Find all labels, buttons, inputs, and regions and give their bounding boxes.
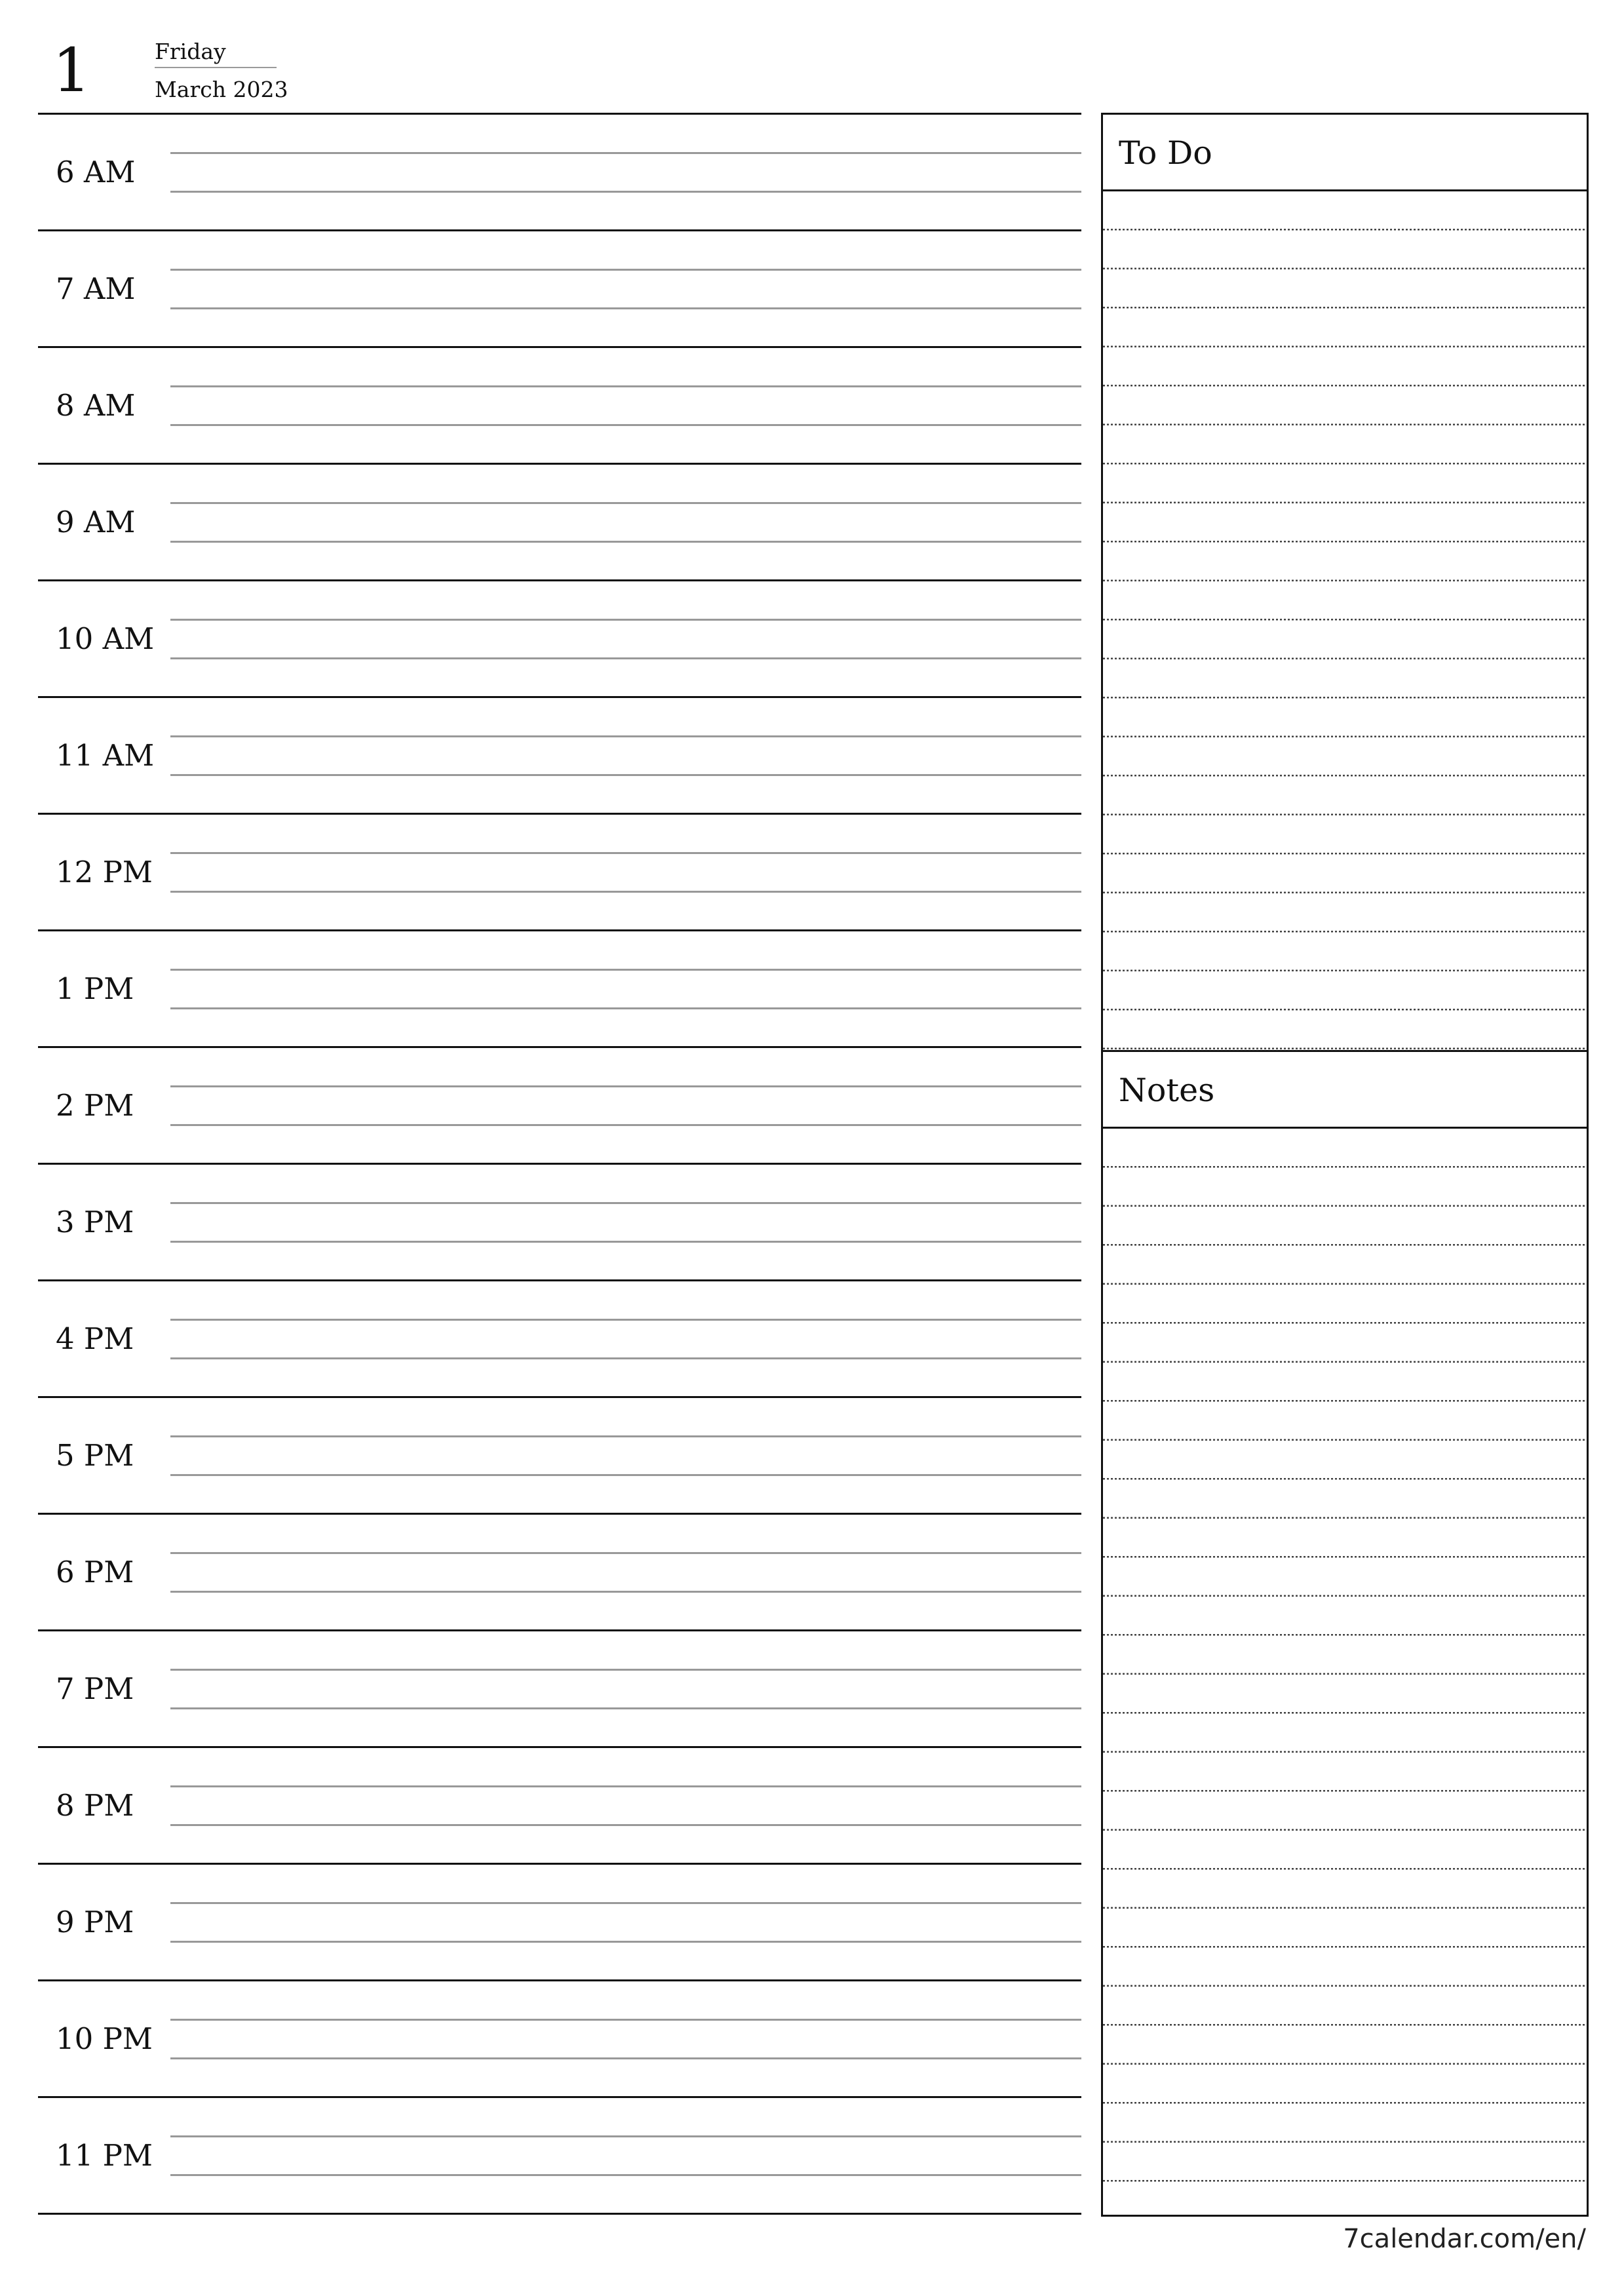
hour-writing-line[interactable] xyxy=(170,1669,1081,1671)
hour-row xyxy=(38,229,1081,346)
hour-label: 6 AM xyxy=(56,155,136,189)
hour-label: 10 PM xyxy=(56,2021,153,2056)
hour-label: 5 PM xyxy=(56,1438,134,1473)
hour-writing-line[interactable] xyxy=(170,1319,1081,1321)
hour-row xyxy=(38,1046,1081,1163)
hour-writing-line[interactable] xyxy=(170,1241,1081,1243)
hourly-schedule xyxy=(38,113,1081,2215)
hour-writing-line[interactable] xyxy=(170,385,1081,387)
hour-writing-line[interactable] xyxy=(170,657,1081,659)
notes-writing-lines[interactable] xyxy=(1103,1129,1587,2215)
hour-label: 8 PM xyxy=(56,1788,134,1823)
hour-writing-line[interactable] xyxy=(170,424,1081,426)
hour-writing-line[interactable] xyxy=(170,852,1081,854)
hour-writing-line[interactable] xyxy=(170,774,1081,776)
hour-row xyxy=(38,1163,1081,1279)
notes-section xyxy=(1103,1050,1587,2215)
hour-writing-line[interactable] xyxy=(170,1707,1081,1709)
hour-row xyxy=(38,2096,1081,2215)
hour-writing-line[interactable] xyxy=(170,1552,1081,1554)
hour-row xyxy=(38,1863,1081,1979)
hour-row xyxy=(38,463,1081,579)
weekday-label: Friday xyxy=(155,37,277,68)
side-panel xyxy=(1101,113,1589,2217)
todo-title: To Do xyxy=(1103,115,1587,191)
hour-writing-line[interactable] xyxy=(170,1591,1081,1593)
hour-writing-line[interactable] xyxy=(170,541,1081,543)
hour-writing-line[interactable] xyxy=(170,1785,1081,1787)
hour-row xyxy=(38,813,1081,929)
hour-label: 7 PM xyxy=(56,1671,134,1706)
hour-writing-line[interactable] xyxy=(170,1202,1081,1204)
hour-writing-line[interactable] xyxy=(170,619,1081,621)
hour-label: 4 PM xyxy=(56,1321,134,1356)
hour-row xyxy=(38,113,1081,229)
hour-writing-line[interactable] xyxy=(170,735,1081,737)
hour-row xyxy=(38,1513,1081,1629)
hour-writing-line[interactable] xyxy=(170,969,1081,971)
hour-writing-line[interactable] xyxy=(170,2019,1081,2021)
hour-row xyxy=(38,346,1081,463)
hour-writing-line[interactable] xyxy=(170,1357,1081,1359)
hour-row xyxy=(38,1629,1081,1746)
hour-writing-line[interactable] xyxy=(170,891,1081,893)
hour-writing-line[interactable] xyxy=(170,1124,1081,1126)
hour-writing-line[interactable] xyxy=(170,2174,1081,2176)
hour-label: 11 PM xyxy=(56,2138,153,2173)
footer-link[interactable]: 7calendar.com/en/ xyxy=(1343,2224,1586,2254)
hour-writing-line[interactable] xyxy=(170,1007,1081,1009)
hour-label: 7 AM xyxy=(56,271,136,306)
todo-writing-lines[interactable] xyxy=(1103,191,1587,1050)
hour-writing-line[interactable] xyxy=(170,307,1081,309)
hour-writing-line[interactable] xyxy=(170,502,1081,504)
hour-writing-line[interactable] xyxy=(170,1824,1081,1826)
hour-writing-line[interactable] xyxy=(170,2057,1081,2059)
hour-row xyxy=(38,579,1081,696)
hour-label: 9 PM xyxy=(56,1905,134,1939)
hour-label: 6 PM xyxy=(56,1555,134,1589)
hour-writing-line[interactable] xyxy=(170,269,1081,271)
todo-section xyxy=(1103,115,1587,1050)
hour-writing-line[interactable] xyxy=(170,1474,1081,1476)
hour-row xyxy=(38,929,1081,1046)
notes-title: Notes xyxy=(1103,1052,1587,1129)
hour-label: 10 AM xyxy=(56,621,155,656)
hour-label: 9 AM xyxy=(56,505,136,539)
hour-label: 2 PM xyxy=(56,1088,134,1123)
hour-writing-line[interactable] xyxy=(170,152,1081,154)
hour-label: 8 AM xyxy=(56,388,136,423)
hour-writing-line[interactable] xyxy=(170,1902,1081,1904)
hour-writing-line[interactable] xyxy=(170,1435,1081,1437)
hour-label: 11 AM xyxy=(56,738,155,773)
hour-row xyxy=(38,1396,1081,1513)
hour-label: 3 PM xyxy=(56,1205,134,1239)
hour-row xyxy=(38,696,1081,813)
day-number: 1 xyxy=(52,35,91,106)
hour-row xyxy=(38,1979,1081,2096)
hour-label: 1 PM xyxy=(56,971,134,1006)
hour-writing-line[interactable] xyxy=(170,1085,1081,1087)
hour-writing-line[interactable] xyxy=(170,1941,1081,1943)
hour-writing-line[interactable] xyxy=(170,191,1081,193)
hour-label: 12 PM xyxy=(56,855,153,889)
hour-row xyxy=(38,1279,1081,1396)
month-year-label: March 2023 xyxy=(155,77,288,102)
hour-row xyxy=(38,1746,1081,1863)
hour-writing-line[interactable] xyxy=(170,2135,1081,2137)
